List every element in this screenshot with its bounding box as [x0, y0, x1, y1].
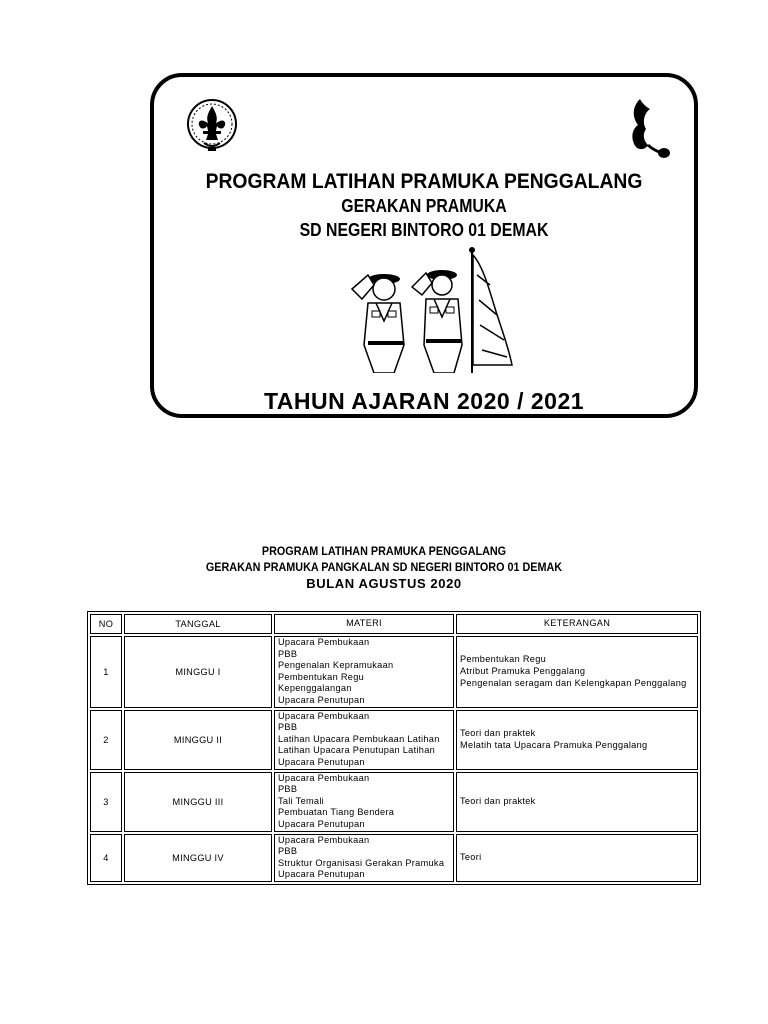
materi-item: Latihan Upacara Penutupan Latihan [278, 745, 436, 756]
row-no: 4 [90, 834, 122, 882]
row-materi [274, 636, 454, 708]
materi-item: Kepenggalangan [278, 683, 352, 694]
materi-item: Upacara Penutupan [278, 756, 365, 767]
row-keterangan [456, 710, 698, 770]
materi-item: Pembuatan Tiang Bendera [278, 807, 395, 818]
keterangan-item: Teori dan praktek [460, 795, 536, 806]
table-row [90, 834, 698, 882]
cover-academic-year: TAHUN AJARAN 2020 / 2021 [263, 388, 585, 414]
materi-item: PBB [278, 846, 298, 857]
materi-item: Upacara Penutupan [278, 694, 365, 705]
materi-item: Upacara Pembukaan [278, 710, 370, 721]
row-tanggal: MINGGU II [124, 710, 272, 770]
materi-item: Upacara Penutupan [278, 818, 365, 829]
row-tanggal: MINGGU III [124, 772, 272, 832]
tunas-kelapa-icon [622, 95, 674, 163]
cover-box [150, 73, 698, 418]
materi-item: Upacara Pembukaan [278, 834, 370, 845]
row-no: 3 [90, 772, 122, 832]
cover-subtitle-organization: GERAKAN PRAMUKA [341, 196, 507, 216]
materi-item: Struktur Organisasi Gerakan Pramuka [278, 857, 445, 868]
schedule-table [87, 611, 701, 885]
row-tanggal: MINGGU IV [124, 834, 272, 882]
header-no: NO [90, 614, 122, 634]
keterangan-item: Melatih tata Upacara Pramuka Penggalang [460, 739, 648, 750]
header-keterangan: KETERANGAN [456, 614, 698, 634]
materi-item: Pembentukan Regu [278, 671, 365, 682]
table-row [90, 710, 698, 770]
row-materi [274, 834, 454, 882]
cover-subtitle-school: SD NEGERI BINTORO 01 DEMAK [299, 220, 549, 240]
program-heading: PROGRAM LATIHAN PRAMUKA PENGGALANG [261, 544, 507, 558]
header-tanggal: TANGGAL [124, 614, 272, 634]
keterangan-item: Pengenalan seragam dan Kelengkapan Penggalang [460, 677, 687, 688]
cover-title: PROGRAM LATIHAN PRAMUKA PENGGALANG [205, 170, 643, 193]
materi-item: Upacara Penutupan [278, 869, 365, 880]
materi-item: PBB [278, 722, 298, 733]
materi-item: Upacara Pembukaan [278, 772, 370, 783]
materi-item: PBB [278, 784, 298, 795]
row-materi [274, 772, 454, 832]
table-row [90, 636, 698, 708]
row-materi [274, 710, 454, 770]
keterangan-item: Pembentukan Regu [460, 654, 547, 665]
keterangan-item: Teori dan praktek [460, 727, 536, 738]
row-keterangan [456, 636, 698, 708]
program-subheading: GERAKAN PRAMUKA PANGKALAN SD NEGERI BINTORO 01 DEMAK [205, 560, 563, 574]
row-keterangan [456, 772, 698, 832]
table-row [90, 772, 698, 832]
materi-item: Latihan Upacara Pembukaan Latihan [278, 733, 440, 744]
table-header-row [90, 614, 698, 634]
month-heading: BULAN AGUSTUS 2020 [306, 576, 462, 591]
saluting-scouts-illustration [332, 245, 514, 373]
row-keterangan [456, 834, 698, 882]
materi-item: PBB [278, 648, 298, 659]
row-tanggal: MINGGU I [124, 636, 272, 708]
row-no: 2 [90, 710, 122, 770]
row-no: 1 [90, 636, 122, 708]
keterangan-item: Teori [460, 851, 482, 862]
keterangan-item: Atribut Pramuka Penggalang [460, 665, 586, 676]
materi-item: Pengenalan Kepramukaan [278, 660, 394, 671]
scout-emblem-icon [184, 97, 240, 155]
materi-item: Upacara Pembukaan [278, 637, 370, 647]
materi-item: Tali Temali [278, 795, 325, 806]
header-materi: MATERI [274, 614, 454, 634]
